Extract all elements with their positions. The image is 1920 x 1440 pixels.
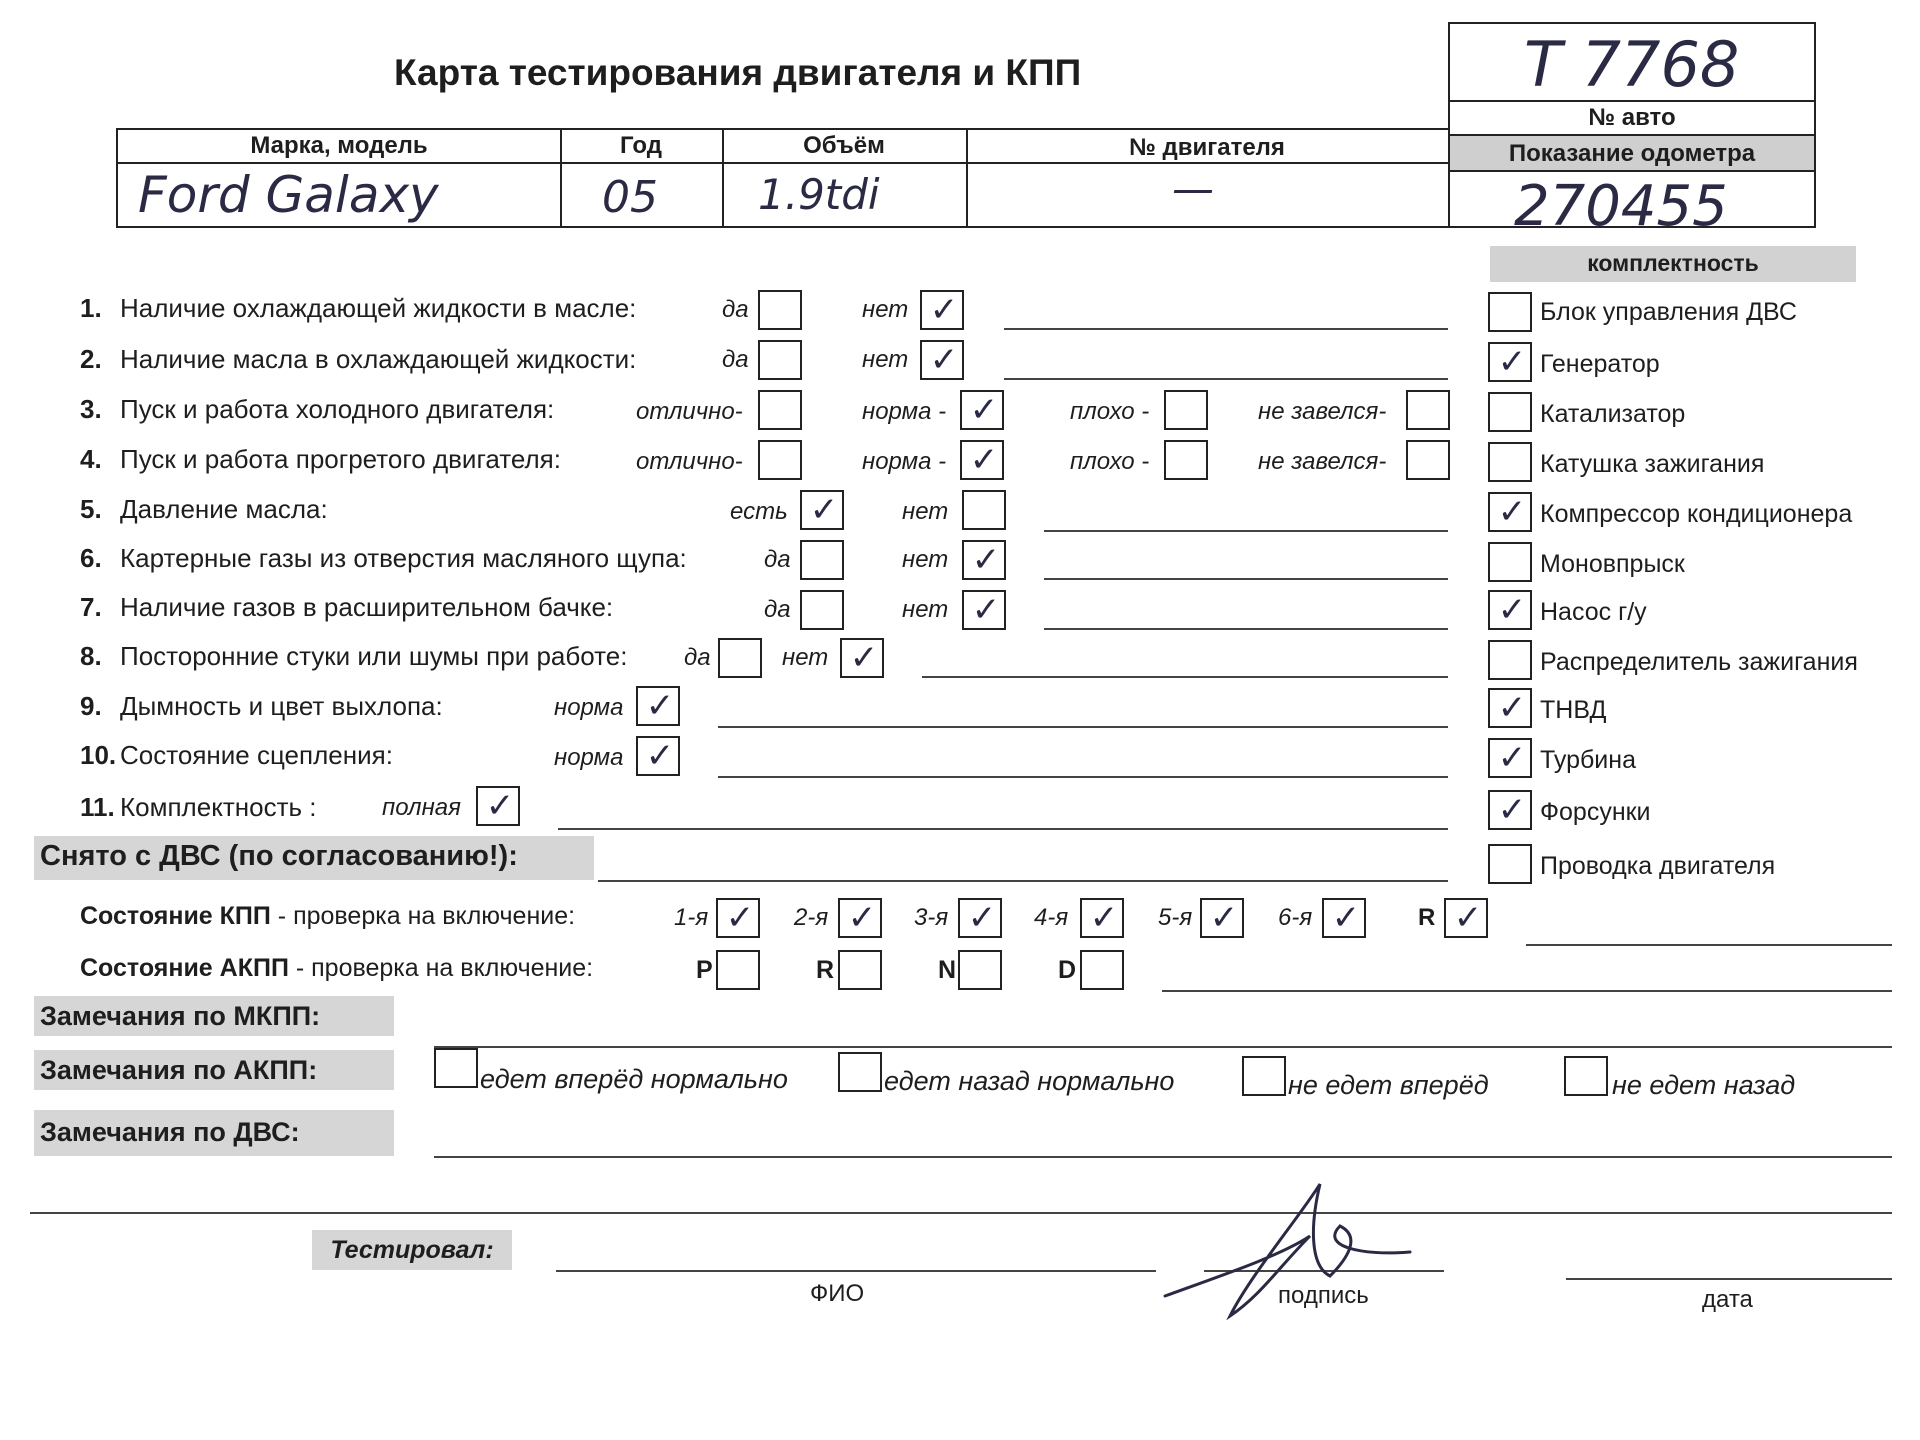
q5-number: 5. [80, 494, 102, 524]
q4-normal-checkbox[interactable] [960, 440, 1004, 480]
check-mark-icon: ✓ [1497, 492, 1527, 532]
tested-by-name-line[interactable] [556, 1270, 1156, 1272]
handwritten-signature [1160, 1176, 1420, 1326]
gear-4-checkbox[interactable] [1080, 898, 1124, 938]
q9-note-line[interactable] [718, 726, 1448, 728]
q8-note-line[interactable] [922, 676, 1448, 678]
completeness-checkbox-turbo[interactable] [1488, 738, 1532, 778]
akpp-forward-ok-checkbox[interactable] [434, 1048, 478, 1088]
q5-opt-yes: есть [730, 498, 788, 525]
odometer-label: Показание одометра [1450, 134, 1814, 172]
check-mark-icon: ✓ [725, 898, 755, 938]
q3-excellent-checkbox[interactable] [758, 390, 802, 430]
completeness-label-catalyst: Катализатор [1540, 400, 1686, 428]
q6-label: Картерные газы из отверстия масляного щупа: [120, 543, 687, 573]
q10-number: 10. [80, 740, 117, 770]
q6-opt-no: нет [902, 546, 949, 573]
vehicle-table [116, 128, 1450, 228]
q11-note-line[interactable] [558, 828, 1448, 830]
q1-no-checkbox[interactable] [920, 290, 964, 330]
q4-opt-normal: норма - [862, 448, 947, 475]
gear-6-checkbox[interactable] [1322, 898, 1366, 938]
volume-header: Объём [803, 132, 885, 159]
check-mark-icon: ✓ [1497, 342, 1527, 382]
q3-opt-nostart: не завелся- [1258, 398, 1387, 425]
q9-opt-normal: норма [554, 694, 624, 721]
akpp-no-forward-checkbox[interactable] [1242, 1056, 1286, 1096]
completeness-header: комплектность [1490, 246, 1856, 282]
q6-opt-yes: да [764, 546, 791, 573]
q3-opt-bad: плохо - [1070, 398, 1150, 425]
q7-no-checkbox[interactable] [962, 590, 1006, 630]
removed-label: Снято с ДВС (по согласованию!): [34, 836, 594, 880]
akpp-reverse-ok-checkbox[interactable] [838, 1052, 882, 1092]
q7-number: 7. [80, 592, 102, 622]
remarks-akpp-label: Замечания по АКПП: [34, 1050, 394, 1090]
check-mark-icon: ✓ [847, 898, 877, 938]
completeness-label-wiring: Проводка двигателя [1540, 852, 1776, 880]
q3-opt-excellent: отлично- [636, 398, 743, 425]
q6-number: 6. [80, 543, 102, 573]
remarks-dvs-line-2[interactable] [30, 1212, 1892, 1214]
check-mark-icon: ✓ [971, 590, 1001, 630]
q2-opt-no: нет [862, 346, 909, 373]
akpp-n-label: N [938, 956, 957, 984]
check-mark-icon: ✓ [929, 340, 959, 380]
q4-bad-checkbox[interactable] [1164, 440, 1208, 480]
check-mark-icon: ✓ [849, 638, 879, 678]
check-mark-icon: ✓ [969, 390, 999, 430]
q2-note-line[interactable] [1004, 378, 1448, 380]
completeness-label-distributor: Распределитель зажигания [1540, 648, 1858, 676]
check-mark-icon: ✓ [645, 686, 675, 726]
q2-no-checkbox[interactable] [920, 340, 964, 380]
kpp-note-line[interactable] [1526, 944, 1892, 946]
q2-number: 2. [80, 344, 102, 374]
name-caption: ФИО [810, 1280, 865, 1307]
completeness-label-injectors: Форсунки [1540, 798, 1651, 826]
completeness-label-ac-compressor: Компрессор кондиционера [1540, 500, 1853, 528]
akpp-d-checkbox[interactable] [1080, 950, 1124, 990]
q5-no-checkbox[interactable] [962, 490, 1006, 530]
completeness-label-ignition-coil: Катушка зажигания [1540, 450, 1765, 478]
q7-opt-no: нет [902, 596, 949, 623]
q3-label: Пуск и работа холодного двигателя: [120, 394, 555, 424]
q4-opt-excellent: отлично- [636, 448, 743, 475]
check-mark-icon: ✓ [1453, 898, 1483, 938]
volume-value: 1.9tdi [758, 170, 880, 219]
akpp-no-forward-label: не едет вперёд [1288, 1070, 1489, 1100]
completeness-checkbox-ecu[interactable] [1488, 292, 1532, 332]
q1-yes-checkbox[interactable] [758, 290, 802, 330]
q8-opt-yes: да [684, 644, 711, 671]
q8-opt-no: нет [782, 644, 829, 671]
odometer-value: 270455 [1514, 174, 1728, 239]
q4-opt-bad: плохо - [1070, 448, 1150, 475]
akpp-d-label: D [1058, 956, 1077, 984]
q6-no-checkbox[interactable] [962, 540, 1006, 580]
q9-label: Дымность и цвет выхлопа: [120, 691, 443, 721]
q8-number: 8. [80, 641, 102, 671]
check-mark-icon: ✓ [485, 786, 515, 826]
q2-label: Наличие масла в охлаждающей жидкости: [120, 344, 637, 374]
gear-2-label: 2-я [794, 904, 829, 931]
check-mark-icon: ✓ [1497, 590, 1527, 630]
check-mark-icon: ✓ [1089, 898, 1119, 938]
q11-number: 11. [80, 792, 115, 822]
car-info-block [1448, 22, 1816, 239]
gear-5-label: 5-я [1158, 904, 1193, 931]
completeness-checkbox-ac-compressor[interactable] [1488, 492, 1532, 532]
gear-1-checkbox[interactable] [716, 898, 760, 938]
q1-opt-no: нет [862, 296, 909, 323]
completeness-checkbox-generator[interactable] [1488, 342, 1532, 382]
akpp-no-reverse-checkbox[interactable] [1564, 1056, 1608, 1096]
check-mark-icon: ✓ [1497, 738, 1527, 778]
akpp-n-checkbox[interactable] [958, 950, 1002, 990]
q2-yes-checkbox[interactable] [758, 340, 802, 380]
gear-3-label: 3-я [914, 904, 949, 931]
q11-label: Комплектность : [120, 792, 317, 822]
q5-label: Давление масла: [120, 494, 328, 524]
q5-opt-no: нет [902, 498, 949, 525]
q11-opt-full: полная [382, 794, 461, 821]
make-header: Марка, модель [250, 132, 428, 159]
completeness-checkbox-ignition-coil[interactable] [1488, 442, 1532, 482]
gear-r-label: R [1418, 904, 1436, 931]
akpp-forward-ok-label: едет вперёд нормально [480, 1064, 788, 1094]
q7-opt-yes: да [764, 596, 791, 623]
akpp-label: Состояние АКПП - проверка на включение: [80, 954, 594, 982]
completeness-checkbox-mono-injection[interactable] [1488, 542, 1532, 582]
remarks-mkpp-label: Замечания по МКПП: [34, 996, 394, 1036]
page-title: Карта тестирования двигателя и КПП [394, 52, 1082, 93]
akpp-r-checkbox[interactable] [838, 950, 882, 990]
q3-normal-checkbox[interactable] [960, 390, 1004, 430]
completeness-label-ps-pump: Насос г/у [1540, 598, 1647, 626]
completeness-checkbox-distributor[interactable] [1488, 640, 1532, 680]
check-mark-icon: ✓ [969, 440, 999, 480]
q10-opt-normal: норма [554, 744, 624, 771]
q1-note-line[interactable] [1004, 328, 1448, 330]
q4-opt-nostart: не завелся- [1258, 448, 1387, 475]
q10-normal-checkbox[interactable] [636, 736, 680, 776]
q2-opt-yes: да [722, 346, 749, 373]
q4-nostart-checkbox[interactable] [1406, 440, 1450, 480]
kpp-label: Состояние КПП - проверка на включение: [80, 902, 576, 930]
q4-label: Пуск и работа прогретого двигателя: [120, 444, 561, 474]
q10-note-line[interactable] [718, 776, 1448, 778]
q3-bad-checkbox[interactable] [1164, 390, 1208, 430]
q7-yes-checkbox[interactable] [800, 590, 844, 630]
q3-number: 3. [80, 394, 102, 424]
q4-number: 4. [80, 444, 102, 474]
removed-line[interactable] [598, 880, 1448, 882]
q1-number: 1. [80, 293, 102, 323]
akpp-p-label: P [696, 956, 713, 984]
q7-note-line[interactable] [1044, 628, 1448, 630]
completeness-checkbox-ps-pump[interactable] [1488, 590, 1532, 630]
akpp-reverse-ok-label: едет назад нормально [884, 1066, 1175, 1096]
gear-3-checkbox[interactable] [958, 898, 1002, 938]
make-value: Ford Galaxy [138, 166, 439, 224]
akpp-note-line[interactable] [1162, 990, 1892, 992]
completeness-label-injection-pump: ТНВД [1540, 696, 1607, 724]
completeness-label-ecu: Блок управления ДВС [1540, 298, 1797, 326]
check-mark-icon: ✓ [1497, 688, 1527, 728]
akpp-p-checkbox[interactable] [716, 950, 760, 990]
completeness-checkbox-catalyst[interactable] [1488, 392, 1532, 432]
gear-4-label: 4-я [1034, 904, 1069, 931]
year-header: Год [620, 132, 662, 159]
check-mark-icon: ✓ [809, 490, 839, 530]
akpp-no-reverse-label: не едет назад [1612, 1070, 1796, 1100]
q3-nostart-checkbox[interactable] [1406, 390, 1450, 430]
check-mark-icon: ✓ [971, 540, 1001, 580]
akpp-r-label: R [816, 956, 835, 984]
q6-yes-checkbox[interactable] [800, 540, 844, 580]
q8-yes-checkbox[interactable] [718, 638, 762, 678]
q1-label: Наличие охлаждающей жидкости в масле: [120, 293, 637, 323]
q3-opt-normal: норма - [862, 398, 947, 425]
engine-no-value: — [1172, 164, 1214, 213]
check-mark-icon: ✓ [1497, 790, 1527, 830]
check-mark-icon: ✓ [929, 290, 959, 330]
q7-label: Наличие газов в расширительном бачке: [120, 592, 614, 622]
completeness-checkbox-injectors[interactable] [1488, 790, 1532, 830]
q9-number: 9. [80, 691, 102, 721]
gear-r-checkbox[interactable] [1444, 898, 1488, 938]
date-line[interactable] [1566, 1278, 1892, 1280]
completeness-label-turbo: Турбина [1540, 746, 1636, 774]
remarks-mkpp-line[interactable] [434, 1046, 1892, 1048]
remarks-dvs-label: Замечания по ДВС: [34, 1110, 394, 1156]
gear-2-checkbox[interactable] [838, 898, 882, 938]
gear-1-label: 1-я [674, 904, 709, 931]
gear-6-label: 6-я [1278, 904, 1313, 931]
engine-no-header: № двигателя [1129, 134, 1285, 161]
date-caption: дата [1702, 1286, 1753, 1313]
q9-normal-checkbox[interactable] [636, 686, 680, 726]
q10-label: Состояние сцепления: [120, 740, 393, 770]
check-mark-icon: ✓ [645, 736, 675, 776]
q8-label: Посторонние стуки или шумы при работе: [120, 641, 628, 671]
check-mark-icon: ✓ [967, 898, 997, 938]
q8-no-checkbox[interactable] [840, 638, 884, 678]
q1-opt-yes: да [722, 296, 749, 323]
check-mark-icon: ✓ [1209, 898, 1239, 938]
completeness-checkbox-wiring[interactable] [1488, 844, 1532, 884]
q5-yes-checkbox[interactable] [800, 490, 844, 530]
q6-note-line[interactable] [1044, 578, 1448, 580]
car-number-label: № авто [1588, 104, 1676, 131]
signature-caption: подпись [1278, 1282, 1369, 1309]
gear-5-checkbox[interactable] [1200, 898, 1244, 938]
q5-note-line[interactable] [1044, 530, 1448, 532]
car-number-value: T 7768 [1524, 28, 1740, 101]
year-value: 05 [602, 172, 658, 223]
q4-excellent-checkbox[interactable] [758, 440, 802, 480]
completeness-list [1488, 292, 1908, 892]
completeness-label-mono-injection: Моновпрыск [1540, 550, 1685, 578]
remarks-dvs-line-1[interactable] [434, 1156, 1892, 1158]
q11-full-checkbox[interactable] [476, 786, 520, 826]
tested-by-label: Тестировал: [312, 1230, 512, 1270]
completeness-label-generator: Генератор [1540, 350, 1660, 378]
completeness-checkbox-injection-pump[interactable] [1488, 688, 1532, 728]
check-mark-icon: ✓ [1331, 898, 1361, 938]
